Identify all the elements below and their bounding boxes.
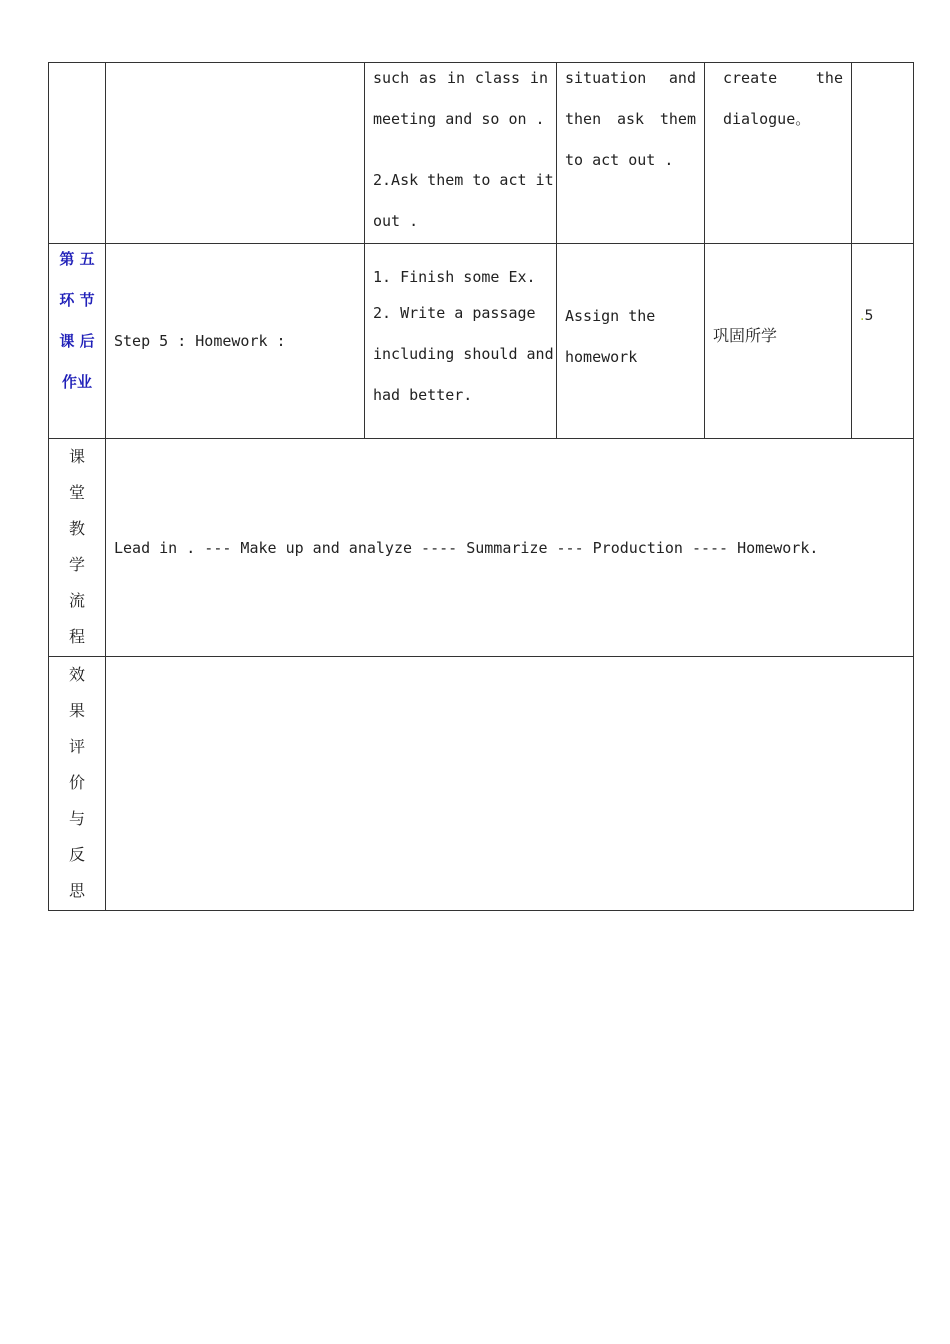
activity-cell — [365, 63, 557, 244]
reflection-label-char: 评 — [68, 737, 85, 756]
marker-dot-icon: . — [860, 308, 865, 324]
reflection-label-char: 反 — [68, 845, 85, 864]
activity-cell — [365, 244, 557, 439]
flow-label-char: 教 — [68, 519, 85, 538]
table-row-reflection — [49, 657, 914, 911]
flow-label-char: 程 — [68, 627, 85, 646]
step-cell — [106, 244, 365, 439]
activity-line: 1. Finish some Ex. — [373, 268, 536, 286]
time-cell — [852, 244, 914, 439]
stage-cell-empty — [49, 63, 106, 244]
expected-line: dialogue。 — [723, 110, 811, 128]
table-row-step5 — [49, 244, 914, 439]
stage-label-line: 课 后 — [59, 332, 95, 350]
purpose-line: situation and — [565, 69, 696, 87]
time-value: 5 — [864, 308, 874, 324]
reflection-label-char: 果 — [68, 701, 85, 720]
stage-cell — [49, 244, 106, 439]
flow-label-char: 流 — [68, 591, 85, 610]
activity-line: including should and — [373, 345, 554, 363]
table-row-flow — [49, 439, 914, 657]
stage-label-line: 环 节 — [59, 291, 95, 309]
reflection-content-cell — [106, 657, 914, 911]
expected-line: create the — [723, 69, 843, 87]
stage-label-line: 第 五 — [59, 250, 95, 268]
reflection-label-char: 思 — [68, 881, 85, 900]
activity-line: out . — [373, 212, 419, 230]
stage-label-line: 作业 — [61, 373, 92, 391]
activity-line: such as in class in — [373, 69, 548, 87]
lesson-plan-table — [48, 62, 914, 911]
expected-text: 巩固所学 — [713, 326, 778, 345]
flow-label-char: 学 — [68, 555, 85, 574]
step-cell-empty — [106, 63, 365, 244]
purpose-line: then ask them — [565, 110, 696, 128]
purpose-cell — [557, 244, 705, 439]
flow-label-char: 堂 — [68, 483, 85, 502]
purpose-line: homework — [565, 348, 638, 366]
purpose-line: Assign the — [565, 307, 656, 325]
purpose-line: to act out . — [565, 151, 674, 169]
expected-cell — [705, 63, 852, 244]
activity-line: 2.Ask them to act it — [373, 171, 554, 189]
reflection-label-char: 价 — [68, 773, 85, 792]
activity-line: had better. — [373, 386, 473, 404]
reflection-label-char: 效 — [68, 665, 85, 684]
reflection-label-char: 与 — [68, 809, 85, 828]
flow-content: Lead in . --- Make up and analyze ---- Summarize --- Production ---- Homework. — [114, 538, 819, 557]
reflection-label-cell — [49, 657, 106, 911]
purpose-cell — [557, 63, 705, 244]
step-label: Step 5 : Homework : — [114, 332, 286, 350]
time-cell-empty — [852, 63, 914, 244]
flow-label-cell — [49, 439, 106, 657]
activity-line: 2. Write a passage — [373, 304, 536, 322]
table-row-continuation — [49, 63, 914, 244]
expected-cell — [705, 244, 852, 439]
flow-content-cell — [106, 439, 914, 657]
activity-line: meeting and so on . — [373, 110, 545, 128]
flow-label-char: 课 — [68, 447, 85, 466]
